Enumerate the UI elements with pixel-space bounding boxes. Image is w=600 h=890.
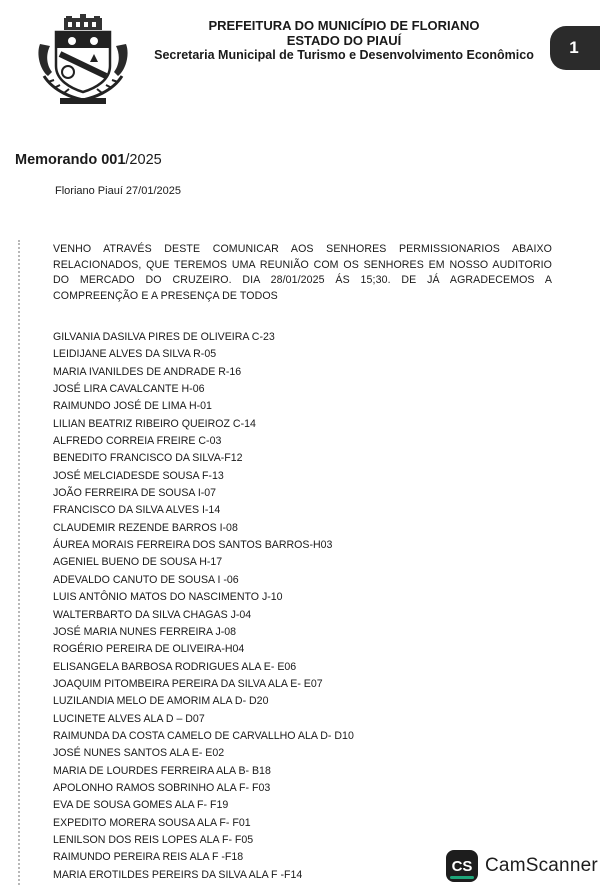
list-item: FRANCISCO DA SILVA ALVES I-14 [53,504,221,517]
municipal-coat-of-arms-logo [34,14,132,106]
list-item: JOSÉ MELCIADESDE SOUSA F-13 [53,469,224,482]
list-item: MARIA IVANILDES DE ANDRADE R-16 [53,365,242,378]
camscanner-icon: CS [446,850,478,882]
list-item: EXPEDITO MORERA SOUSA ALA F- F01 [53,816,251,829]
page-number-badge [550,26,600,70]
coat-of-arms-icon [34,14,132,106]
memo-year: /2025 [125,152,162,168]
list-item: GILVANIA DASILVA PIRES DE OLIVEIRA C-23 [53,331,275,343]
list-item: JOÃO FERREIRA DE SOUSA I-07 [53,487,217,500]
list-item: APOLONHO RAMOS SOBRINHO ALA F- F03 [53,781,271,794]
date-line: Floriano Piauí 27/01/2025 [55,185,181,197]
list-item: AGENIEL BUENO DE SOUSA H-17 [53,556,223,569]
list-item: MARIA DE LOURDES FERREIRA ALA B- B18 [53,764,271,777]
list-item: LENILSON DOS REIS LOPES ALA F- F05 [53,833,254,846]
margin-dotted-rule [18,240,20,885]
memo-title [15,152,162,168]
list-item: LEIDIJANE ALVES DA SILVA R-05 [53,348,217,361]
state-title: ESTADO DO PIAUÍ [286,33,402,48]
list-item: ELISANGELA BARBOSA RODRIGUES ALA E- E06 [53,660,297,673]
list-item: ADEVALDO CANUTO DE SOUSA I -06 [53,573,239,586]
letterhead [138,18,550,63]
list-item: LUIS ANTÔNIO MATOS DO NASCIMENTO J-10 [53,591,283,604]
list-item: RAIMUNDO JOSÉ DE LIMA H-01 [53,400,212,413]
list-item: EVA DE SOUSA GOMES ALA F- F19 [53,799,229,812]
secretariat-title: Secretaria Municipal de Turismo e Desenvolvimento Econômico [154,48,534,62]
list-item: WALTERBARTO DA SILVA CHAGAS J-04 [53,608,252,621]
list-item: RAIMUNDA DA COSTA CAMELO DE CARVALLHO ALA D- D10 [53,729,354,742]
list-item: CLAUDEMIR REZENDE BARROS I-08 [53,521,238,534]
memo-number: Memorando 001 [15,152,126,168]
list-item: JOSÉ NUNES SANTOS ALA E- E02 [53,747,225,760]
list-item: JOSÉ LIRA CAVALCANTE H-06 [53,383,205,396]
list-item: LILIAN BEATRIZ RIBEIRO QUEIROZ C-14 [53,417,256,430]
list-item: ÁUREA MORAIS FERREIRA DOS SANTOS BARROS-H03 [53,539,333,552]
list-item: LUZILANDIA MELO DE AMORIM ALA D- D20 [53,695,269,708]
list-item: JOSÉ MARIA NUNES FERREIRA J-08 [53,625,237,638]
list-item: LUCINETE ALVES ALA D – D07 [53,712,205,725]
page-number: 1 [569,38,579,57]
list-item: ALFREDO CORREIA FREIRE C-03 [53,435,222,448]
list-item: BENEDITO FRANCISCO DA SILVA-F12 [53,452,243,465]
list-item: JOAQUIM PITOMBEIRA PEREIRA DA SILVA ALA E- E07 [53,677,323,690]
list-item: MARIA EROTILDES PEREIRS DA SILVA ALA F -F14 [53,868,303,881]
permit-holder-list [53,329,354,884]
list-item: RAIMUNDO PEREIRA REIS ALA F -F18 [53,851,244,864]
municipality-title: PREFEITURA DO MUNICÍPIO DE FLORIANO [208,18,480,33]
camscanner-watermark [446,850,598,882]
memo-body: VENHO ATRAVÉS DESTE COMUNICAR AOS SENHORES PERMISSIONARIOS ABAIXO RELACIONADOS, QUE TEREMOS UMA REUNIÃO COM OS SENHORES EM NOSSO AUDITORIO DO MERCADO DO CRUZEIRO. DIA 28/01/2025 ÁS 15;30. DE JÁ AGRADECEMOS A COMPREENÇÃO E A PRESENÇA DE TODOS [53,243,552,302]
camscanner-label: CamScanner [485,855,598,876]
list-item: ROGÉRIO PEREIRA DE OLIVEIRA-H04 [53,643,245,656]
